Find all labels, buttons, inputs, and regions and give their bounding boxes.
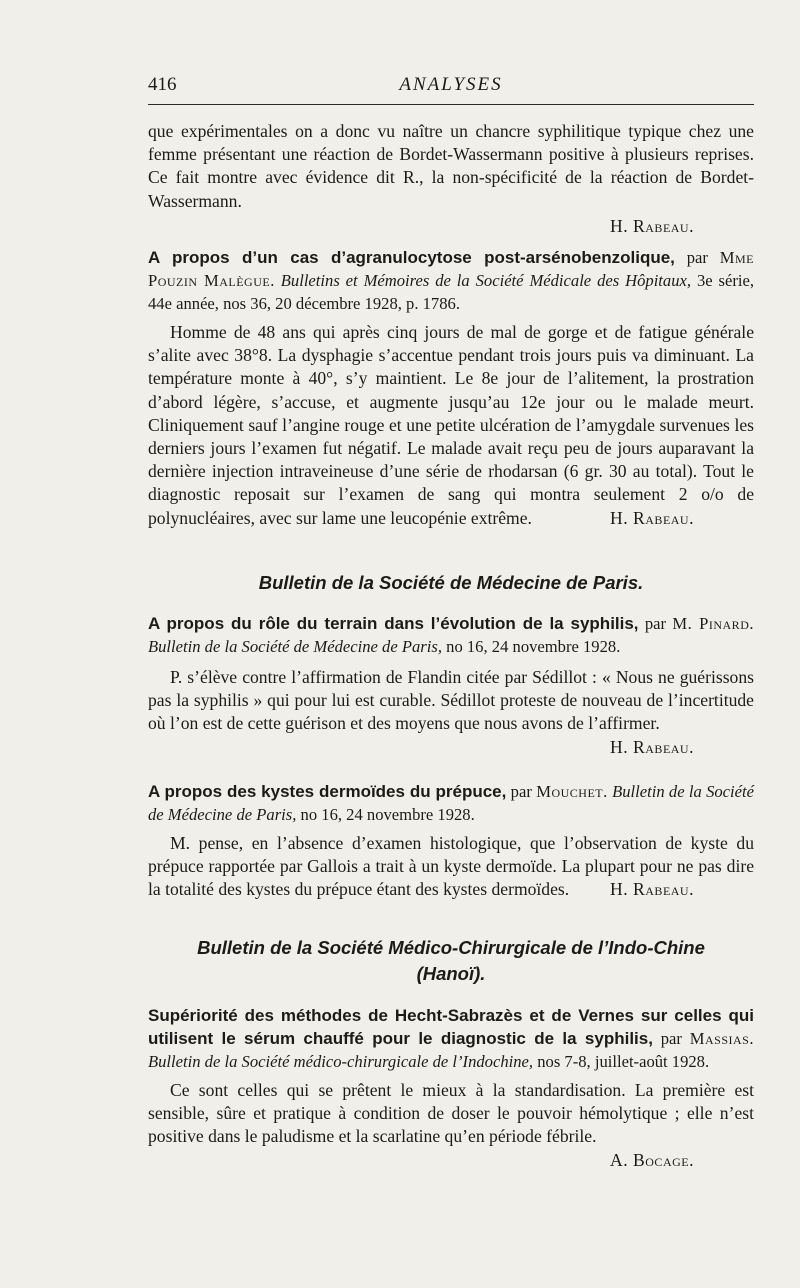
article1-author: Mme Pouzin Malègue. xyxy=(148,248,755,290)
page-header xyxy=(148,70,754,96)
article4-body xyxy=(148,1079,754,1170)
article4-ref: nos 7-8, juillet-août 1928. xyxy=(537,1052,710,1071)
article4-by: par xyxy=(660,1029,682,1048)
article2-signature: H. Rabeau. xyxy=(610,736,694,757)
article3-citation xyxy=(148,780,754,826)
article2-by: par xyxy=(644,614,667,633)
article4-citation xyxy=(148,1004,754,1073)
article2-body-text: P. s’élève contre l’affirmation de Flandin citée par Sédillot : « Nous ne guérissons pas la syphilis » qui pour lui est curable. Sédillot proteste de nouveau de l’incertitude où l’on est de cette guérison et des moyens que nous avons de l’affirmer. xyxy=(148,667,754,734)
article1-title: A propos d’un cas d’agranulocytose post-arsénobenzolique, xyxy=(148,248,675,267)
article1-ref: 3e série, 44e année, nos 36, 20 décembre 1928, p. 1786. xyxy=(148,271,754,313)
article1-by: par xyxy=(686,248,708,267)
header-rule xyxy=(148,104,754,105)
article1-body xyxy=(148,321,754,530)
intro-paragraph: que expérimentales on a donc vu naître un chancre syphilitique typique chez une femme présentant une réaction de Bordet-Wassermann positive à plusieurs reprises. Ce fait montre avec évidence dit R., la non-spécificité de la réaction de Bordet-Wassermann. xyxy=(148,121,754,211)
article3-body-text: M. pense, en l’absence d’examen histologique, que l’observation de kyste du prépuce rapportée par Gallois a trait à un kyste dermoïde. La plupart pour ne pas dire la totalité des kystes du prépuce étant des kystes dermoïdes. xyxy=(148,833,754,900)
article2-ref: no 16, 24 novembre 1928. xyxy=(446,637,621,656)
article2-author: M. Pinard. xyxy=(672,614,755,633)
article4-journal: Bulletin de la Société médico-chirurgicale de l’Indochine, xyxy=(148,1052,534,1071)
article3-by: par xyxy=(510,782,532,801)
article3-ref: no 16, 24 novembre 1928. xyxy=(300,805,475,824)
article3-signature: H. Rabeau. xyxy=(610,879,694,900)
article-agranulocytose xyxy=(148,246,754,530)
article2-title: A propos du rôle du terrain dans l’évolution de la syphilis, xyxy=(148,614,639,633)
article4-body-text: Ce sont celles qui se prêtent le mieux à la standardisation. La première est sensible, sûre et pratique à condition de doser le pouvoir hémolytique ; elle n’est positive dans le paludisme et la scarlatine qu’en période fébrile. xyxy=(148,1080,754,1147)
article4-author: Massias. xyxy=(689,1029,754,1048)
article1-body-text: Homme de 48 ans qui après cinq jours de mal de gorge et de fatigue générale s’alite avec 38°8. La dysphagie s’accentue pendant trois jours puis va diminuant. La température monte à 40°, s’y maintient. Le 8e jour de l’alitement, la prostration d’abord légère, s’accuse, et augmente jusqu’au 12e jour ou le malade meurt. Cliniquement sauf l’angine rouge et une petite ulcération de l’amygdale survenues les derniers jours l’examen fut négatif. Le malade avait reçu peu de jours auparavant la dernière injection intraveineuse d’une série de rhodarsan (6 gr. 30 au total). Tout le diagnostic reposait sur l’examen de sang qui montra seulement 2 o/o de polynucléaires, avec sur lame une leucopénie extrême. xyxy=(148,322,754,528)
section2-title: Bulletin de la Société Médico-Chirurgicale de l’Indo-Chine (Hanoï). xyxy=(197,937,705,984)
article-hecht-sabrazes xyxy=(148,1004,754,1172)
article1-signature: H. Rabeau. xyxy=(610,507,694,528)
article3-journal: Bulletin de la Société de Médecine de Paris, xyxy=(148,782,755,824)
article2-journal: Bulletin de la Société de Médecine de Paris, xyxy=(148,637,442,656)
section1-title: Bulletin de la Société de Médecine de Paris. xyxy=(258,572,644,593)
article3-title: A propos des kystes dermoïdes du prépuce, xyxy=(148,782,507,801)
article4-signature: A. Bocage. xyxy=(610,1149,694,1170)
intro-signature: H. Rabeau. xyxy=(610,215,694,236)
article3-body xyxy=(148,832,754,902)
article1-citation xyxy=(148,246,754,315)
page-number: 416 xyxy=(148,74,177,95)
intro-block xyxy=(148,120,754,238)
article3-author: Mouchet. xyxy=(536,782,608,801)
article-role-terrain xyxy=(148,612,754,759)
section-heading-paris xyxy=(148,570,754,596)
article2-body xyxy=(148,666,754,757)
article2-citation xyxy=(148,612,754,658)
article4-title: Supériorité des méthodes de Hecht-Sabrazès et de Vernes sur celles qui utilisent le sérum chauffé pour le diagnostic de la syphilis, xyxy=(148,1006,754,1048)
article-kystes-dermoides xyxy=(148,780,754,902)
running-head: ANALYSES xyxy=(399,74,503,95)
section-heading-indochine xyxy=(148,935,754,987)
article1-journal: Bulletins et Mémoires de la Société Médicale des Hôpitaux, xyxy=(280,271,692,290)
